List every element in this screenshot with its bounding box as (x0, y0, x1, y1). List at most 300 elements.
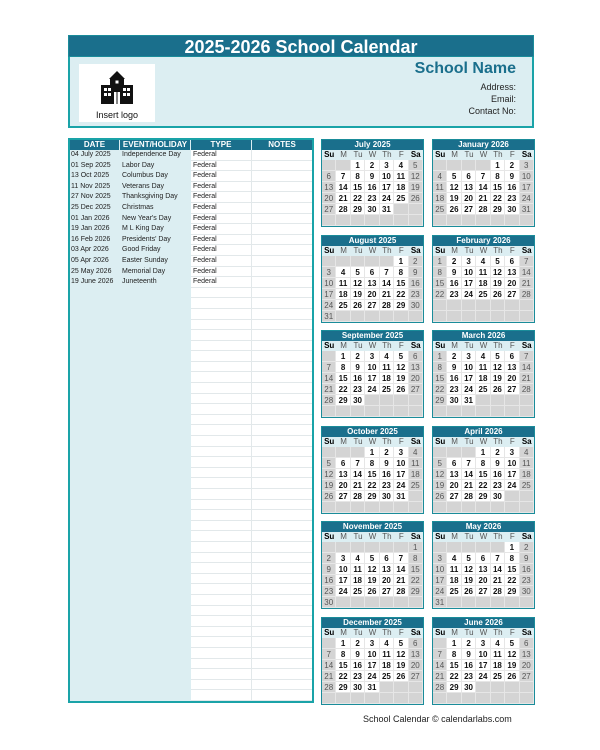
cell-date[interactable]: 03 Apr 2026 (71, 246, 109, 254)
cell-notes[interactable] (252, 447, 312, 458)
cell-notes[interactable] (252, 288, 312, 299)
cell-notes[interactable] (252, 457, 312, 468)
cell-type[interactable] (191, 394, 252, 405)
cell-type[interactable] (191, 542, 252, 553)
cell-notes[interactable] (252, 542, 312, 553)
cell-event[interactable] (120, 616, 191, 627)
cell-type[interactable] (191, 690, 252, 701)
cell-notes[interactable] (252, 436, 312, 447)
cell-type[interactable]: Federal (191, 161, 252, 172)
cell-event[interactable]: Good Friday (122, 246, 161, 254)
cell-date[interactable]: 16 Feb 2026 (71, 235, 111, 243)
cell-type[interactable] (191, 616, 252, 627)
cell-notes[interactable] (252, 648, 312, 659)
cell-notes[interactable] (252, 584, 312, 595)
cell-event[interactable] (120, 447, 191, 458)
cell-event[interactable]: Thanksgiving Day (122, 193, 178, 201)
cell-event[interactable] (120, 648, 191, 659)
cell-event[interactable] (120, 542, 191, 553)
cell-type[interactable] (191, 351, 252, 362)
day-cell: 3 (365, 351, 379, 362)
cell-date[interactable] (70, 659, 120, 670)
day-cell: 24 (476, 671, 490, 682)
cell-notes[interactable] (252, 468, 312, 479)
weekday-label: F (398, 245, 404, 255)
cell-event[interactable]: Memorial Day (122, 267, 166, 275)
school-name[interactable]: School Name (414, 60, 516, 77)
cell-date[interactable] (70, 542, 120, 553)
day-cell: 21 (336, 193, 350, 204)
day-cell: 24 (394, 480, 408, 491)
cell-notes[interactable] (252, 245, 312, 256)
cell-date[interactable] (70, 500, 120, 511)
cell-type[interactable] (191, 510, 252, 521)
day-cell: 25 (520, 480, 534, 491)
cell-notes[interactable] (252, 320, 312, 331)
cell-type[interactable]: Federal (191, 192, 252, 203)
cell-type[interactable]: Federal (191, 277, 252, 288)
cell-event[interactable] (120, 510, 191, 521)
empty-cell (409, 395, 423, 406)
cell-event[interactable] (120, 478, 191, 489)
cell-notes[interactable] (252, 298, 312, 309)
cell-notes[interactable] (252, 161, 312, 172)
cell-type[interactable] (191, 680, 252, 691)
cell-event[interactable] (120, 309, 191, 320)
cell-notes[interactable] (252, 383, 312, 394)
cell-notes[interactable] (252, 680, 312, 691)
day-cell: 22 (476, 480, 490, 491)
cell-date[interactable] (70, 489, 120, 500)
cell-date[interactable] (70, 553, 120, 564)
cell-type[interactable] (191, 457, 252, 468)
day-cell: 29 (365, 491, 379, 502)
cell-date[interactable] (70, 394, 120, 405)
cell-type[interactable]: Federal (191, 235, 252, 246)
cell-type[interactable] (191, 521, 252, 532)
day-cell: 12 (322, 469, 336, 480)
school-building-icon (99, 70, 135, 104)
table-row (70, 320, 312, 331)
cell-notes[interactable] (252, 256, 312, 267)
cell-type[interactable] (191, 447, 252, 458)
cell-event[interactable] (120, 669, 191, 680)
cell-date[interactable]: 19 June 2026 (71, 278, 114, 286)
day-cell: 11 (520, 458, 534, 469)
cell-date[interactable] (70, 288, 120, 299)
day-cell: 6 (462, 171, 476, 182)
cell-event[interactable]: Columbus Day (122, 172, 168, 180)
day-cell: 8 (476, 458, 490, 469)
cell-notes[interactable] (252, 574, 312, 585)
cell-notes[interactable] (252, 362, 312, 373)
cell-date[interactable] (70, 447, 120, 458)
day-cell: 23 (322, 586, 336, 597)
cell-notes[interactable] (252, 224, 312, 235)
school-info-box (68, 57, 534, 128)
cell-notes[interactable] (252, 478, 312, 489)
day-cell: 12 (491, 267, 505, 278)
cell-event[interactable] (120, 383, 191, 394)
day-cell: 2 (505, 160, 519, 171)
table-row (70, 192, 312, 203)
cell-date[interactable] (70, 309, 120, 320)
cell-notes[interactable] (252, 563, 312, 574)
cell-date[interactable] (70, 351, 120, 362)
cell-type[interactable] (191, 372, 252, 383)
cell-date[interactable] (70, 690, 120, 701)
cell-event[interactable] (120, 341, 191, 352)
cell-event[interactable] (120, 606, 191, 617)
empty-cell (409, 204, 423, 215)
cell-event[interactable]: Juneteenth (122, 278, 157, 286)
cell-type[interactable] (191, 637, 252, 648)
cell-event[interactable] (120, 521, 191, 532)
cell-notes[interactable] (252, 330, 312, 341)
cell-notes[interactable] (252, 372, 312, 383)
day-cell: 26 (505, 671, 519, 682)
cell-event[interactable] (120, 584, 191, 595)
cell-date[interactable]: 01 Sep 2025 (71, 161, 111, 169)
cell-date[interactable]: 25 May 2026 (71, 267, 112, 275)
day-cell: 20 (505, 373, 519, 384)
cell-date[interactable] (70, 372, 120, 383)
cell-event[interactable] (120, 457, 191, 468)
cell-type[interactable] (191, 362, 252, 373)
cell-notes[interactable] (252, 171, 312, 182)
day-cell: 1 (491, 160, 505, 171)
cell-type[interactable] (191, 478, 252, 489)
cell-type[interactable] (191, 595, 252, 606)
day-cell: 18 (476, 278, 490, 289)
cell-date[interactable] (70, 680, 120, 691)
weekday-label: W (479, 627, 488, 637)
day-cell: 6 (336, 458, 350, 469)
cell-date[interactable] (70, 457, 120, 468)
day-cell: 5 (447, 171, 461, 182)
cell-notes[interactable] (252, 150, 312, 161)
day-cell: 4 (476, 256, 490, 267)
cell-notes[interactable] (252, 531, 312, 542)
day-cell: 14 (433, 660, 447, 671)
cell-date[interactable] (70, 669, 120, 680)
cell-notes[interactable] (252, 341, 312, 352)
cell-type[interactable]: Federal (191, 171, 252, 182)
cell-date[interactable]: 04 July 2025 (71, 151, 111, 158)
cell-date[interactable] (70, 510, 120, 521)
cell-notes[interactable] (252, 415, 312, 426)
cell-notes[interactable] (252, 521, 312, 532)
day-cell: 6 (365, 267, 379, 278)
cell-type[interactable] (191, 320, 252, 331)
cell-event[interactable] (120, 489, 191, 500)
weekday-label: Sa (521, 245, 532, 255)
table-row (70, 690, 312, 701)
cell-notes[interactable] (252, 203, 312, 214)
day-cell: 20 (409, 660, 423, 671)
cell-type[interactable] (191, 563, 252, 574)
cell-notes[interactable] (252, 489, 312, 500)
weekday-label: W (368, 245, 377, 255)
cell-type[interactable] (191, 341, 252, 352)
cell-date[interactable] (70, 616, 120, 627)
cell-event[interactable]: M L King Day (122, 225, 164, 233)
table-row (70, 330, 312, 341)
table-row (70, 235, 312, 246)
cell-event[interactable]: New Year's Day (122, 214, 172, 222)
cell-type[interactable] (191, 404, 252, 415)
weekday-label: Tu (353, 150, 363, 159)
cell-notes[interactable] (252, 404, 312, 415)
cell-event[interactable] (120, 320, 191, 331)
cell-event[interactable] (120, 627, 191, 638)
cell-event[interactable] (120, 659, 191, 670)
cell-date[interactable] (70, 341, 120, 352)
cell-event[interactable] (120, 362, 191, 373)
cell-type[interactable] (191, 383, 252, 394)
empty-cell (365, 256, 379, 267)
day-cell: 14 (336, 182, 350, 193)
cell-date[interactable]: 25 Dec 2025 (71, 203, 111, 211)
cell-notes[interactable] (252, 425, 312, 436)
cell-type[interactable]: Federal (191, 214, 252, 225)
cell-type[interactable]: Federal (191, 203, 252, 214)
day-cell: 19 (365, 575, 379, 586)
cell-event[interactable]: Independence Day (122, 151, 181, 158)
cell-date[interactable] (70, 584, 120, 595)
empty-cell (409, 502, 423, 513)
day-cell: 21 (322, 384, 336, 395)
day-cell: 7 (433, 649, 447, 660)
day-cell: 28 (322, 682, 336, 693)
day-cell: 21 (462, 480, 476, 491)
cell-type[interactable] (191, 309, 252, 320)
day-cell: 24 (505, 480, 519, 491)
day-cell: 29 (491, 204, 505, 215)
cell-event[interactable]: Easter Sunday (122, 256, 168, 264)
day-cell: 10 (336, 564, 350, 575)
table-row (70, 542, 312, 553)
day-cell: 30 (322, 597, 336, 608)
day-cell: 18 (433, 193, 447, 204)
day-cell: 31 (433, 597, 447, 608)
cell-type[interactable] (191, 553, 252, 564)
cell-type[interactable]: Federal (191, 224, 252, 235)
cell-date[interactable] (70, 478, 120, 489)
cell-event[interactable] (120, 330, 191, 341)
day-cell: 18 (336, 289, 350, 300)
cell-date[interactable] (70, 521, 120, 532)
cell-date[interactable] (70, 637, 120, 648)
cell-notes[interactable] (252, 553, 312, 564)
cell-date[interactable]: 19 Jan 2026 (71, 225, 110, 233)
day-cell: 31 (462, 395, 476, 406)
cell-date[interactable]: 05 Apr 2026 (71, 256, 109, 264)
cell-notes[interactable] (252, 214, 312, 225)
weekday-label: Su (435, 150, 446, 159)
cell-event[interactable] (120, 351, 191, 362)
day-cell: 11 (447, 564, 461, 575)
cell-type[interactable] (191, 425, 252, 436)
empty-cell (433, 160, 447, 171)
cell-date[interactable]: 13 Oct 2025 (71, 172, 110, 180)
cell-event[interactable] (120, 574, 191, 585)
empty-cell (520, 502, 534, 513)
cell-type[interactable] (191, 489, 252, 500)
cell-notes[interactable] (252, 690, 312, 701)
cell-notes[interactable] (252, 277, 312, 288)
cell-type[interactable] (191, 298, 252, 309)
cell-date[interactable] (70, 298, 120, 309)
cell-date[interactable] (70, 404, 120, 415)
cell-type[interactable]: Federal (191, 150, 252, 161)
cell-event[interactable] (120, 595, 191, 606)
cell-notes[interactable] (252, 595, 312, 606)
cell-notes[interactable] (252, 616, 312, 627)
cell-notes[interactable] (252, 500, 312, 511)
cell-event[interactable] (120, 372, 191, 383)
cell-date[interactable] (70, 468, 120, 479)
cell-type[interactable]: Federal (191, 245, 252, 256)
empty-cell (351, 406, 365, 417)
empty-cell (380, 256, 394, 267)
cell-type[interactable] (191, 574, 252, 585)
cell-event[interactable] (120, 500, 191, 511)
cell-type[interactable] (191, 288, 252, 299)
day-cell: 17 (336, 575, 350, 586)
weekday-label: Th (493, 532, 503, 541)
cell-date[interactable] (70, 563, 120, 574)
cell-type[interactable] (191, 669, 252, 680)
cell-event[interactable] (120, 425, 191, 436)
cell-date[interactable]: 11 Nov 2025 (71, 182, 111, 190)
cell-notes[interactable] (252, 627, 312, 638)
month-title: January 2026 (433, 140, 534, 150)
day-cell: 8 (394, 267, 408, 278)
day-cell: 5 (365, 553, 379, 564)
cell-type[interactable] (191, 606, 252, 617)
day-cell: 1 (351, 160, 365, 171)
cell-date[interactable] (70, 436, 120, 447)
cell-event[interactable] (120, 436, 191, 447)
cell-event[interactable] (120, 637, 191, 648)
cell-notes[interactable] (252, 669, 312, 680)
empty-cell (491, 502, 505, 513)
cell-notes[interactable] (252, 309, 312, 320)
day-cell: 6 (409, 351, 423, 362)
day-cell: 28 (394, 586, 408, 597)
cell-date[interactable] (70, 330, 120, 341)
cell-event[interactable] (120, 298, 191, 309)
cell-notes[interactable] (252, 606, 312, 617)
cell-type[interactable] (191, 627, 252, 638)
empty-cell (322, 638, 336, 649)
cell-date[interactable] (70, 627, 120, 638)
table-row (70, 394, 312, 405)
cell-type[interactable]: Federal (191, 267, 252, 278)
cell-date[interactable] (70, 320, 120, 331)
cell-type[interactable]: Federal (191, 256, 252, 267)
logo-placeholder[interactable] (79, 64, 155, 122)
cell-event[interactable]: Christmas (122, 203, 154, 211)
cell-type[interactable] (191, 415, 252, 426)
cell-type[interactable] (191, 436, 252, 447)
cell-notes[interactable] (252, 510, 312, 521)
cell-event[interactable] (120, 468, 191, 479)
cell-event[interactable] (120, 531, 191, 542)
cell-date[interactable] (70, 606, 120, 617)
cell-notes[interactable] (252, 267, 312, 278)
day-cell: 8 (433, 267, 447, 278)
cell-event[interactable]: Labor Day (122, 161, 155, 169)
cell-notes[interactable] (252, 192, 312, 203)
day-cell: 8 (336, 362, 350, 373)
cell-date[interactable] (70, 595, 120, 606)
table-row (70, 288, 312, 299)
cell-notes[interactable] (252, 235, 312, 246)
cell-type[interactable] (191, 531, 252, 542)
cell-type[interactable] (191, 584, 252, 595)
day-cell: 18 (520, 469, 534, 480)
cell-event[interactable] (120, 563, 191, 574)
cell-notes[interactable] (252, 182, 312, 193)
weekday-header (433, 246, 534, 256)
day-cell: 27 (322, 204, 336, 215)
empty-cell (491, 693, 505, 704)
cell-event[interactable] (120, 394, 191, 405)
cell-type[interactable] (191, 659, 252, 670)
cell-notes[interactable] (252, 394, 312, 405)
table-row (70, 627, 312, 638)
cell-event[interactable] (120, 288, 191, 299)
cell-date[interactable] (70, 415, 120, 426)
weekday-label: M (340, 627, 347, 637)
weekday-label: M (451, 627, 458, 637)
cell-event[interactable] (120, 553, 191, 564)
cell-notes[interactable] (252, 351, 312, 362)
cell-date[interactable] (70, 574, 120, 585)
cell-date[interactable] (70, 425, 120, 436)
day-cell: 20 (336, 480, 350, 491)
day-cell: 28 (380, 300, 394, 311)
cell-date[interactable] (70, 531, 120, 542)
cell-event[interactable]: Presidents' Day (122, 235, 171, 243)
cell-notes[interactable] (252, 637, 312, 648)
cell-event[interactable]: Veterans Day (122, 182, 165, 190)
cell-date[interactable]: 27 Nov 2025 (71, 193, 111, 201)
cell-date[interactable] (70, 648, 120, 659)
weekday-label: Th (382, 627, 392, 637)
cell-date[interactable] (70, 362, 120, 373)
cell-type[interactable] (191, 330, 252, 341)
empty-cell (365, 406, 379, 417)
cell-type[interactable]: Federal (191, 182, 252, 193)
day-cell: 27 (476, 586, 490, 597)
cell-date[interactable] (70, 383, 120, 394)
weekday-label: F (509, 150, 515, 159)
day-cell: 4 (476, 351, 490, 362)
cell-event[interactable] (120, 680, 191, 691)
cell-event[interactable] (120, 404, 191, 415)
cell-date[interactable]: 01 Jan 2026 (71, 214, 110, 222)
table-row (70, 425, 312, 436)
cell-event[interactable] (120, 690, 191, 701)
cell-event[interactable] (120, 415, 191, 426)
cell-type[interactable] (191, 500, 252, 511)
cell-type[interactable] (191, 468, 252, 479)
cell-type[interactable] (191, 648, 252, 659)
cell-notes[interactable] (252, 659, 312, 670)
